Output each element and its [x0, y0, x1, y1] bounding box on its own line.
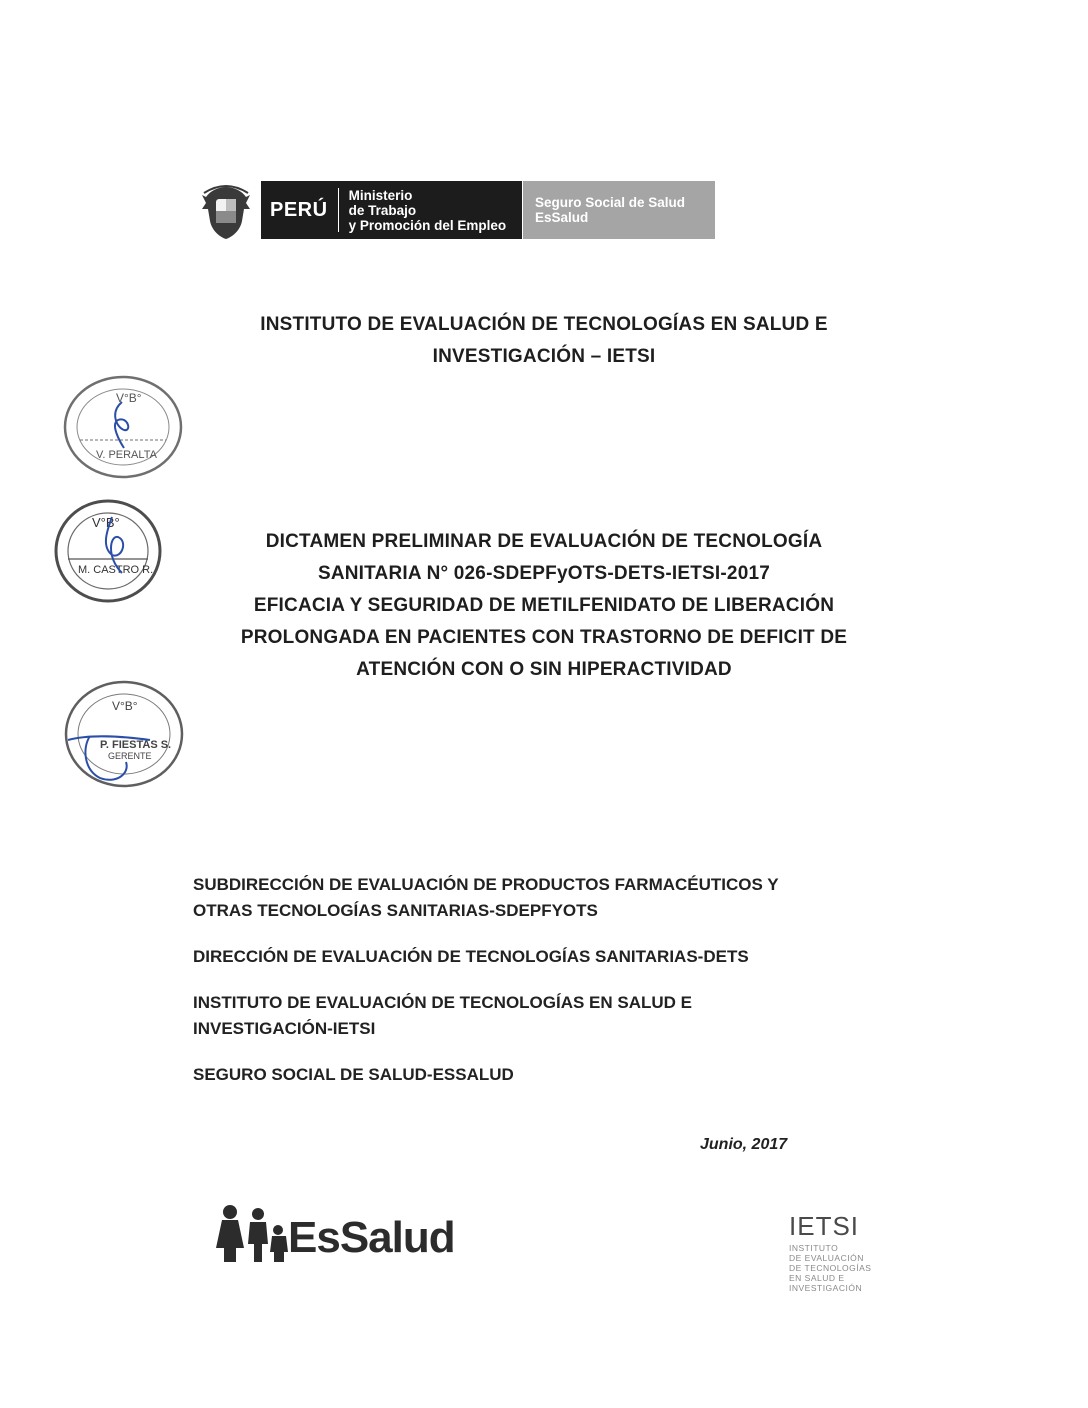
- document-date: Junio, 2017: [700, 1136, 788, 1153]
- social-security-label: SEGURO SOCIAL DE SALUD-ESSALUD: [193, 1065, 514, 1084]
- approval-stamp-2: [52, 497, 164, 605]
- agency-label: Seguro Social de Salud EsSalud: [523, 181, 715, 239]
- stamp-1-name: V. PERALTA: [96, 449, 157, 461]
- ietsi-logo-text: IETSI: [789, 1211, 860, 1241]
- subdirection-label: SUBDIRECCIÓN DE EVALUACIÓN DE PRODUCTOS FARMACÉUTICOS Y OTRAS TECNOLOGÍAS SANITARIAS-SDEPFYOTS: [193, 875, 779, 920]
- stamp-3-name: P. FIESTAS S.: [100, 739, 172, 751]
- stamp-2-mark: V°B°: [92, 515, 120, 530]
- stamp-3-role: GERENTE: [108, 751, 152, 761]
- government-banner: [261, 181, 522, 239]
- approval-stamp-3: [60, 678, 186, 790]
- ministry-label: Ministerio de Trabajo y Promoción del Empleo: [348, 187, 507, 233]
- institute-title: INSTITUTO DE EVALUACIÓN DE TECNOLOGÍAS EN SALUD E INVESTIGACIÓN – IETSI: [260, 314, 828, 367]
- direction-label: DIRECCIÓN DE EVALUACIÓN DE TECNOLOGÍAS SANITARIAS-DETS: [193, 947, 749, 966]
- essalud-logo-text: EsSalud: [288, 1213, 455, 1262]
- country-label: PERÚ: [261, 188, 339, 232]
- dictamen-title: DICTAMEN PRELIMINAR DE EVALUACIÓN DE TECNOLOGÍA SANITARIA N° 026-SDEPFyOTS-DETS-IETSI-2017 EFICACIA Y SEGURIDAD DE METILFENIDATO DE LIBERACIÓN PROLONGADA EN PACIENTES CON TRASTORNO DE DEFICIT DE ATENCIÓN CON O SIN HIPERACTIVIDAD: [240, 531, 848, 680]
- stamp-3-mark: V°B°: [112, 699, 138, 713]
- institute-label: INSTITUTO DE EVALUACIÓN DE TECNOLOGÍAS EN SALUD E INVESTIGACIÓN-IETSI: [193, 993, 693, 1038]
- peru-coat-of-arms-icon: [196, 181, 256, 241]
- stamp-2-name: M. CASTRO R.: [78, 564, 154, 576]
- ietsi-logo-subtitle: INSTITUTO DE EVALUACIÓN DE TECNOLOGÍAS EN SALUD E INVESTIGACIÓN: [789, 1243, 872, 1293]
- stamp-1-mark: V°B°: [116, 391, 142, 405]
- approval-stamp-1: [60, 372, 186, 482]
- essalud-family-icon: [214, 1204, 288, 1266]
